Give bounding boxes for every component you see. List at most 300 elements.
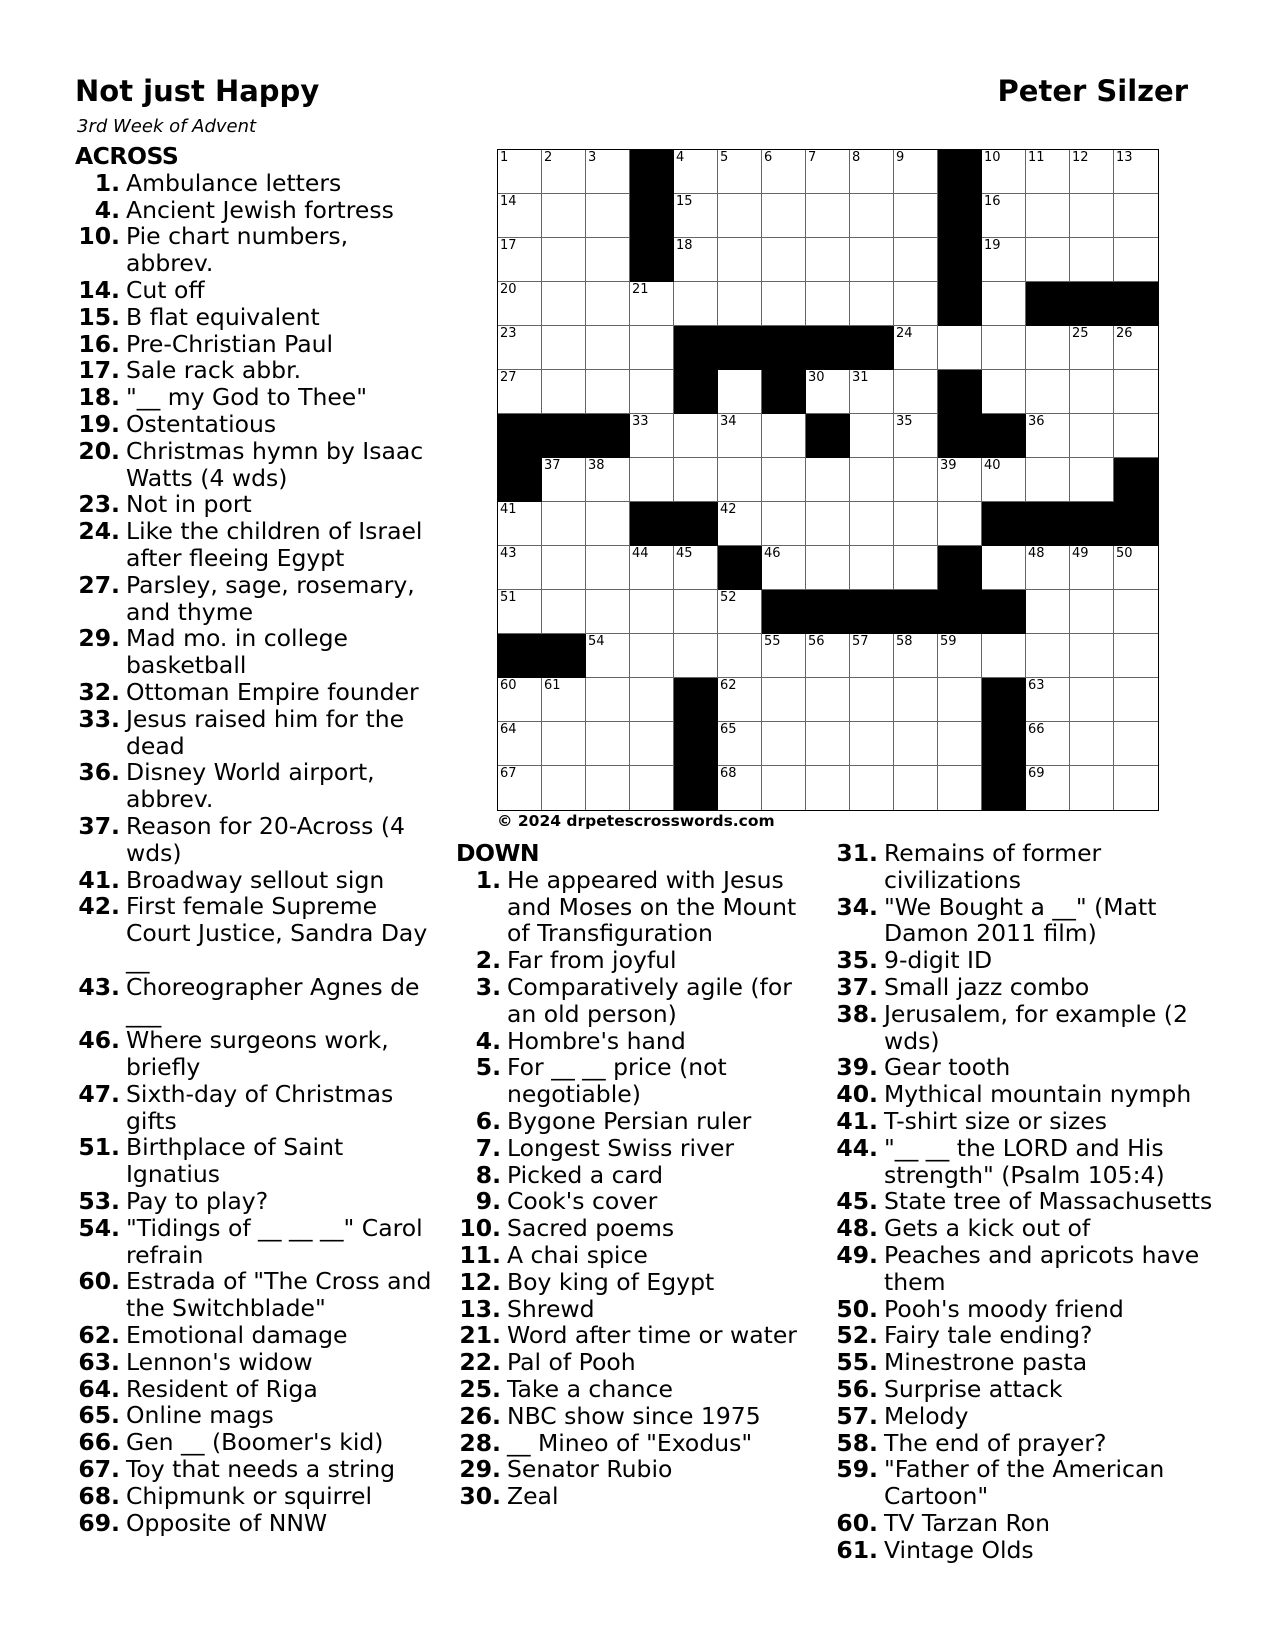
- grid-cell[interactable]: [1070, 546, 1114, 590]
- grid-cell[interactable]: [498, 678, 542, 722]
- grid-cell[interactable]: [894, 722, 938, 766]
- black-square: [982, 590, 1026, 634]
- clue-number: 1.: [94, 168, 120, 197]
- grid-cell[interactable]: [982, 326, 1026, 370]
- grid-cell[interactable]: [938, 634, 982, 678]
- grid-cell[interactable]: [894, 766, 938, 810]
- clue-text: Gear tooth: [884, 1053, 1011, 1082]
- grid-cell[interactable]: [894, 326, 938, 370]
- grid-cell[interactable]: [498, 722, 542, 766]
- clue-number: 19.: [78, 409, 120, 438]
- clue-item: [456, 1135, 826, 1162]
- grid-cell[interactable]: [1026, 370, 1070, 414]
- grid-cell[interactable]: [1026, 546, 1070, 590]
- grid-cell[interactable]: [850, 458, 894, 502]
- grid-cell[interactable]: [762, 238, 806, 282]
- grid-cell[interactable]: [850, 766, 894, 810]
- grid-cell[interactable]: [894, 238, 938, 282]
- across-clue-list: [75, 170, 435, 1537]
- clue-number: 6.: [475, 1106, 501, 1135]
- grid-cell[interactable]: [630, 326, 674, 370]
- clue-text: T-shirt size or sizes: [884, 1106, 1108, 1135]
- black-square: [1114, 502, 1158, 546]
- grid-cell[interactable]: [586, 282, 630, 326]
- grid-cell[interactable]: [1114, 370, 1158, 414]
- grid-cell[interactable]: [718, 766, 762, 810]
- grid-cell[interactable]: [498, 766, 542, 810]
- grid-cell[interactable]: [850, 238, 894, 282]
- grid-cell[interactable]: [718, 194, 762, 238]
- grid-cell[interactable]: [1114, 590, 1158, 634]
- down-column-left: [456, 840, 826, 1510]
- clue-text: Jerusalem, for example (2 wds): [884, 999, 1188, 1055]
- grid-cell[interactable]: [850, 414, 894, 458]
- grid-cell[interactable]: [1114, 326, 1158, 370]
- grid-cell[interactable]: [542, 326, 586, 370]
- grid-cell[interactable]: [674, 194, 718, 238]
- grid-cell[interactable]: [542, 678, 586, 722]
- black-square: [498, 634, 542, 678]
- grid-cell[interactable]: [1026, 414, 1070, 458]
- cell-number: 50: [1116, 546, 1133, 561]
- grid-cell[interactable]: [1070, 326, 1114, 370]
- grid-cell[interactable]: [850, 282, 894, 326]
- grid-cell[interactable]: [498, 238, 542, 282]
- cell-number: 17: [500, 238, 517, 253]
- grid-cell[interactable]: [806, 766, 850, 810]
- clue-text: Sixth-day of Christmas gifts: [126, 1079, 394, 1135]
- grid-cell[interactable]: [894, 194, 938, 238]
- grid-cell[interactable]: [498, 194, 542, 238]
- down-clue-list-right: [833, 840, 1213, 1564]
- grid-cell[interactable]: [1114, 722, 1158, 766]
- black-square: [498, 458, 542, 502]
- grid-cell[interactable]: [630, 634, 674, 678]
- grid-cell[interactable]: [938, 678, 982, 722]
- clue-item: [75, 867, 435, 894]
- grid-cell[interactable]: [1070, 238, 1114, 282]
- grid-cell[interactable]: [762, 722, 806, 766]
- clue-number: 49.: [836, 1240, 878, 1269]
- grid-cell[interactable]: [806, 722, 850, 766]
- grid-cell[interactable]: [806, 678, 850, 722]
- cell-number: 37: [544, 458, 561, 473]
- black-square: [1070, 282, 1114, 326]
- clue-text: Online mags: [126, 1401, 274, 1430]
- grid-cell[interactable]: [762, 458, 806, 502]
- grid-cell[interactable]: [542, 458, 586, 502]
- grid-cell[interactable]: [542, 238, 586, 282]
- grid-cell[interactable]: [718, 634, 762, 678]
- cell-number: 55: [764, 634, 781, 649]
- clue-number: 42.: [78, 892, 120, 921]
- black-square: [762, 326, 806, 370]
- cell-number: 8: [852, 150, 861, 165]
- grid-cell[interactable]: [894, 282, 938, 326]
- clue-number: 46.: [78, 1026, 120, 1055]
- cell-number: 26: [1116, 326, 1133, 341]
- grid-cell[interactable]: [674, 634, 718, 678]
- grid-cell[interactable]: [498, 326, 542, 370]
- clue-number: 47.: [78, 1079, 120, 1108]
- clue-text: "__ __ the LORD and His strength" (Psalm 105:4): [884, 1133, 1165, 1189]
- grid-cell[interactable]: [542, 590, 586, 634]
- black-square: [674, 678, 718, 722]
- grid-cell[interactable]: [586, 546, 630, 590]
- grid-cell[interactable]: [586, 238, 630, 282]
- clue-number: 66.: [78, 1428, 120, 1457]
- clue-item: [456, 1188, 826, 1215]
- clue-text: Chipmunk or squirrel: [126, 1481, 372, 1510]
- clue-item: [833, 1322, 1213, 1349]
- black-square: [674, 766, 718, 810]
- grid-cell[interactable]: [630, 282, 674, 326]
- clue-number: 35.: [836, 946, 878, 975]
- grid-cell[interactable]: [630, 546, 674, 590]
- clue-text: Sale rack abbr.: [126, 356, 302, 385]
- grid-cell[interactable]: [1026, 458, 1070, 502]
- grid-cell[interactable]: [806, 502, 850, 546]
- cell-number: 63: [1028, 678, 1045, 693]
- grid-cell[interactable]: [894, 634, 938, 678]
- grid-cell[interactable]: [762, 282, 806, 326]
- grid-cell[interactable]: [1114, 634, 1158, 678]
- grid-cell[interactable]: [674, 150, 718, 194]
- grid-cell[interactable]: [1070, 766, 1114, 810]
- grid-cell[interactable]: [1026, 326, 1070, 370]
- grid-cell[interactable]: [542, 766, 586, 810]
- clue-text: "__ my God to Thee": [126, 383, 368, 412]
- clue-item: [75, 1188, 435, 1215]
- grid-cell[interactable]: [630, 458, 674, 502]
- clue-number: 7.: [475, 1133, 501, 1162]
- cell-number: 20: [500, 282, 517, 297]
- grid-cell[interactable]: [718, 150, 762, 194]
- black-square: [630, 150, 674, 194]
- cell-number: 69: [1028, 766, 1045, 781]
- clue-item: [75, 759, 435, 813]
- clue-text: Emotional damage: [126, 1321, 348, 1350]
- grid-cell[interactable]: [806, 634, 850, 678]
- grid-cell[interactable]: [1114, 766, 1158, 810]
- clue-text: Disney World airport, abbrev.: [126, 758, 375, 814]
- grid-cell[interactable]: [850, 502, 894, 546]
- grid-cell[interactable]: [718, 590, 762, 634]
- grid-cell[interactable]: [850, 546, 894, 590]
- grid-cell[interactable]: [1026, 194, 1070, 238]
- cell-number: 41: [500, 502, 517, 517]
- black-square: [718, 326, 762, 370]
- clue-item: [456, 1322, 826, 1349]
- grid-cell[interactable]: [718, 458, 762, 502]
- clue-text: Ancient Jewish fortress: [126, 195, 394, 224]
- grid-cell[interactable]: [982, 370, 1026, 414]
- grid-cell[interactable]: [806, 282, 850, 326]
- clue-number: 53.: [78, 1187, 120, 1216]
- grid-cell[interactable]: [586, 590, 630, 634]
- grid-cell[interactable]: [762, 414, 806, 458]
- grid-cell[interactable]: [674, 282, 718, 326]
- grid-cell[interactable]: [894, 546, 938, 590]
- grid-cell[interactable]: [630, 370, 674, 414]
- clue-item: [833, 1081, 1213, 1108]
- grid-cell[interactable]: [762, 546, 806, 590]
- grid-cell[interactable]: [806, 194, 850, 238]
- grid-cell[interactable]: [542, 546, 586, 590]
- grid-cell[interactable]: [894, 150, 938, 194]
- clue-item: [833, 894, 1213, 948]
- grid-cell[interactable]: [1070, 590, 1114, 634]
- clue-item: [833, 1456, 1213, 1510]
- black-square: [982, 414, 1026, 458]
- grid-cell[interactable]: [762, 678, 806, 722]
- cell-number: 15: [676, 194, 693, 209]
- across-heading: ACROSS: [75, 142, 179, 170]
- grid-cell[interactable]: [982, 194, 1026, 238]
- black-square: [806, 326, 850, 370]
- grid-cell[interactable]: [762, 634, 806, 678]
- grid-cell[interactable]: [806, 150, 850, 194]
- clue-number: 11.: [459, 1240, 501, 1269]
- grid-cell[interactable]: [894, 458, 938, 502]
- grid-cell[interactable]: [938, 458, 982, 502]
- grid-cell[interactable]: [894, 678, 938, 722]
- grid-cell[interactable]: [498, 150, 542, 194]
- grid-cell[interactable]: [1026, 766, 1070, 810]
- grid-cell[interactable]: [762, 150, 806, 194]
- clue-item: [456, 974, 826, 1028]
- clue-text: Birthplace of Saint Ignatius: [126, 1133, 344, 1189]
- grid-cell[interactable]: [586, 722, 630, 766]
- clue-text: Small jazz combo: [884, 972, 1090, 1001]
- clue-item: [456, 1215, 826, 1242]
- clue-item: [833, 1537, 1213, 1564]
- clue-item: [456, 1456, 826, 1483]
- cell-number: 24: [896, 326, 913, 341]
- grid-cell[interactable]: [718, 722, 762, 766]
- grid-cell[interactable]: [982, 282, 1026, 326]
- grid-cell[interactable]: [718, 370, 762, 414]
- grid-cell[interactable]: [1070, 722, 1114, 766]
- grid-cell[interactable]: [850, 150, 894, 194]
- clue-text: Parsley, sage, rosemary, and thyme: [126, 570, 415, 626]
- black-square: [674, 326, 718, 370]
- cell-number: 23: [500, 326, 517, 341]
- cell-number: 18: [676, 238, 693, 253]
- grid-cell[interactable]: [1070, 414, 1114, 458]
- black-square: [1070, 502, 1114, 546]
- grid-cell[interactable]: [1114, 238, 1158, 282]
- grid-cell[interactable]: [938, 722, 982, 766]
- clue-item: [833, 1135, 1213, 1189]
- grid-cell[interactable]: [982, 238, 1026, 282]
- clue-number: 31.: [836, 839, 878, 867]
- grid-cell[interactable]: [1070, 370, 1114, 414]
- clue-item: [75, 1215, 435, 1269]
- grid-cell[interactable]: [1026, 722, 1070, 766]
- clue-number: 63.: [78, 1347, 120, 1376]
- grid-cell[interactable]: [586, 766, 630, 810]
- grid-cell[interactable]: [1070, 458, 1114, 502]
- grid-cell[interactable]: [1114, 194, 1158, 238]
- grid-cell[interactable]: [982, 458, 1026, 502]
- cell-number: 40: [984, 458, 1001, 473]
- clue-text: A chai spice: [507, 1240, 648, 1269]
- grid-cell[interactable]: [542, 282, 586, 326]
- grid-cell[interactable]: [938, 502, 982, 546]
- clue-number: 22.: [459, 1348, 501, 1377]
- clue-text: Cut off: [126, 275, 205, 304]
- cell-number: 38: [588, 458, 605, 473]
- grid-cell[interactable]: [718, 282, 762, 326]
- grid-cell[interactable]: [850, 678, 894, 722]
- grid-cell[interactable]: [762, 194, 806, 238]
- grid-cell[interactable]: [850, 194, 894, 238]
- grid-cell[interactable]: [630, 590, 674, 634]
- grid-cell[interactable]: [674, 238, 718, 282]
- clue-text: He appeared with Jesus and Moses on the Mount of Transfiguration: [507, 865, 797, 948]
- grid-cell[interactable]: [586, 634, 630, 678]
- clue-number: 21.: [459, 1321, 501, 1350]
- grid-cell[interactable]: [894, 502, 938, 546]
- black-square: [1026, 282, 1070, 326]
- grid-cell[interactable]: [674, 546, 718, 590]
- black-square: [938, 546, 982, 590]
- grid-cell[interactable]: [718, 414, 762, 458]
- grid-cell[interactable]: [630, 722, 674, 766]
- grid-cell[interactable]: [586, 370, 630, 414]
- grid-cell[interactable]: [806, 238, 850, 282]
- grid-cell[interactable]: [542, 150, 586, 194]
- grid-cell[interactable]: [982, 546, 1026, 590]
- grid-cell[interactable]: [1070, 634, 1114, 678]
- grid-cell[interactable]: [1114, 546, 1158, 590]
- grid-cell[interactable]: [762, 766, 806, 810]
- grid-cell[interactable]: [586, 326, 630, 370]
- clue-number: 17.: [78, 356, 120, 385]
- grid-cell[interactable]: [850, 722, 894, 766]
- cell-number: 51: [500, 590, 517, 605]
- clue-number: 52.: [836, 1321, 878, 1350]
- grid-cell[interactable]: [894, 370, 938, 414]
- grid-cell[interactable]: [718, 238, 762, 282]
- grid-cell[interactable]: [1070, 194, 1114, 238]
- clue-item: [75, 170, 435, 197]
- black-square: [586, 414, 630, 458]
- grid-cell[interactable]: [586, 678, 630, 722]
- grid-cell[interactable]: [630, 678, 674, 722]
- grid-cell[interactable]: [938, 326, 982, 370]
- grid-cell[interactable]: [1026, 678, 1070, 722]
- clue-item: [75, 304, 435, 331]
- grid-cell[interactable]: [1070, 150, 1114, 194]
- grid-cell[interactable]: [542, 370, 586, 414]
- clue-number: 43.: [78, 972, 120, 1001]
- clue-item: [833, 1430, 1213, 1457]
- grid-cell[interactable]: [542, 722, 586, 766]
- cell-number: 14: [500, 194, 517, 209]
- grid-cell[interactable]: [1026, 590, 1070, 634]
- grid-cell[interactable]: [1026, 634, 1070, 678]
- grid-cell[interactable]: [542, 194, 586, 238]
- grid-cell[interactable]: [718, 678, 762, 722]
- grid-cell[interactable]: [1114, 414, 1158, 458]
- grid-cell[interactable]: [1026, 150, 1070, 194]
- clue-number: 32.: [78, 677, 120, 706]
- black-square: [806, 414, 850, 458]
- clue-text: Gen __ (Boomer's kid): [126, 1428, 384, 1457]
- clue-text: Bygone Persian ruler: [507, 1106, 752, 1135]
- cell-number: 59: [940, 634, 957, 649]
- cell-number: 34: [720, 414, 737, 429]
- grid-cell[interactable]: [542, 502, 586, 546]
- clue-number: 4.: [475, 1026, 501, 1055]
- clue-text: For __ __ price (not negotiable): [507, 1053, 727, 1109]
- clue-text: Where surgeons work, briefly: [126, 1026, 389, 1082]
- grid-cell[interactable]: [806, 546, 850, 590]
- grid-cell[interactable]: [850, 370, 894, 414]
- clue-item: [75, 331, 435, 358]
- grid-cell[interactable]: [982, 634, 1026, 678]
- grid-cell[interactable]: [806, 458, 850, 502]
- black-square: [982, 502, 1026, 546]
- grid-cell[interactable]: [1114, 150, 1158, 194]
- grid-cell[interactable]: [674, 590, 718, 634]
- grid-cell[interactable]: [498, 546, 542, 590]
- clue-item: [75, 277, 435, 304]
- grid-cell[interactable]: [586, 150, 630, 194]
- clue-item: [833, 1001, 1213, 1055]
- clue-text: Like the children of Israel after fleeing Egypt: [126, 517, 423, 572]
- grid-cell[interactable]: [1070, 678, 1114, 722]
- clue-text: NBC show since 1975: [507, 1401, 761, 1430]
- clue-text: Comparatively agile (for an old person): [507, 972, 792, 1028]
- grid-cell[interactable]: [850, 634, 894, 678]
- clue-text: Broadway sellout sign: [126, 865, 385, 894]
- clue-item: [75, 223, 435, 277]
- grid-cell[interactable]: [894, 414, 938, 458]
- grid-cell[interactable]: [762, 502, 806, 546]
- grid-cell[interactable]: [630, 414, 674, 458]
- clue-item: [75, 1483, 435, 1510]
- cell-number: 1: [500, 150, 509, 165]
- grid-cell[interactable]: [498, 282, 542, 326]
- grid-cell[interactable]: [586, 458, 630, 502]
- clue-text: Zeal: [507, 1482, 559, 1511]
- grid-cell[interactable]: [498, 590, 542, 634]
- grid-cell[interactable]: [1114, 678, 1158, 722]
- clue-item: [75, 384, 435, 411]
- grid-cell[interactable]: [938, 766, 982, 810]
- grid-cell[interactable]: [806, 370, 850, 414]
- grid-cell[interactable]: [630, 766, 674, 810]
- clue-item: [75, 625, 435, 679]
- grid-cell[interactable]: [674, 458, 718, 502]
- grid-cell[interactable]: [718, 502, 762, 546]
- grid-cell[interactable]: [498, 370, 542, 414]
- clue-number: 45.: [836, 1187, 878, 1216]
- grid-cell[interactable]: [586, 502, 630, 546]
- grid-cell[interactable]: [498, 502, 542, 546]
- clue-number: 12.: [459, 1267, 501, 1296]
- grid-cell[interactable]: [1026, 238, 1070, 282]
- black-square: [894, 590, 938, 634]
- grid-cell[interactable]: [674, 414, 718, 458]
- clue-number: 24.: [78, 517, 120, 546]
- cell-number: 10: [984, 150, 1001, 165]
- grid-cell[interactable]: [982, 150, 1026, 194]
- grid-cell[interactable]: [586, 194, 630, 238]
